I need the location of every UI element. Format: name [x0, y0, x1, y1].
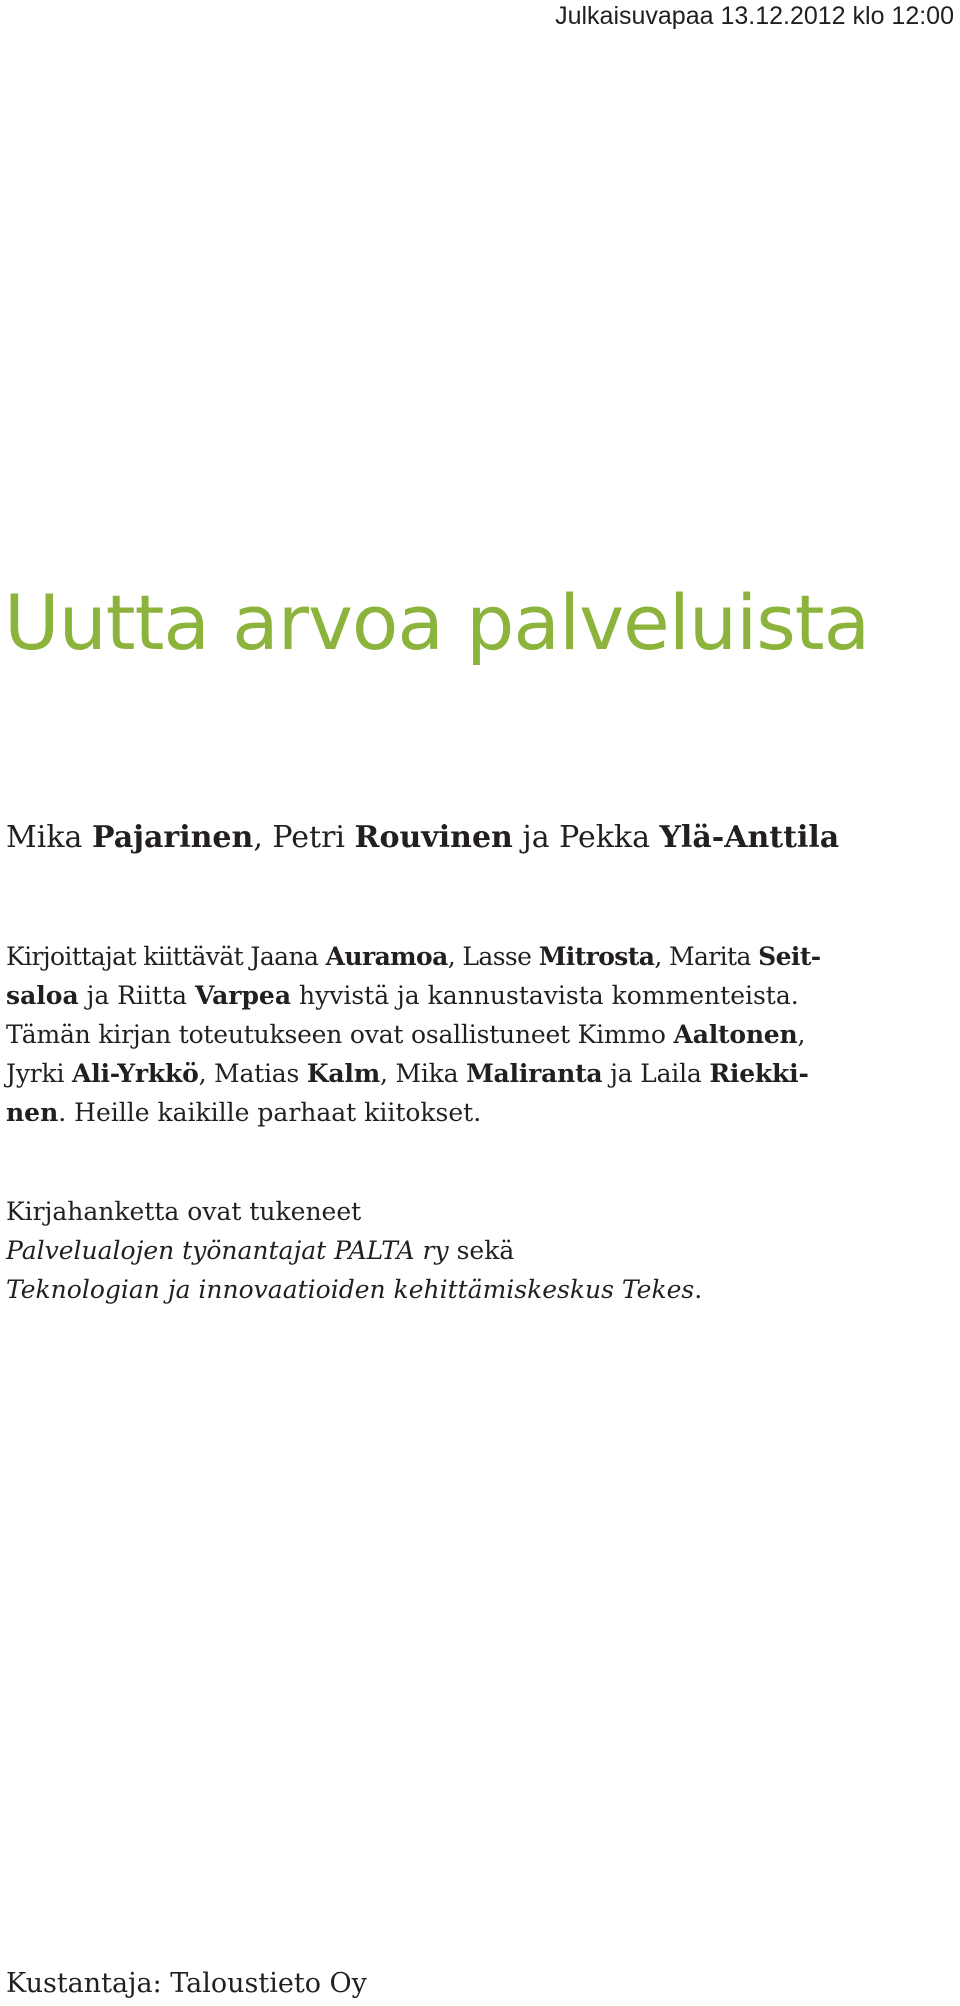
person-last-name: Ali-Yrkkö	[72, 1059, 199, 1088]
author-separator: , Petri	[253, 820, 345, 855]
text-line	[6, 1015, 848, 1054]
author-line	[6, 818, 839, 858]
text-run: ,	[797, 1020, 806, 1049]
text-run: hyvistä ja kannustavista kommenteista.	[291, 981, 799, 1010]
embargo-notice: Julkaisuvapaa 13.12.2012 klo 12:00	[555, 2, 954, 30]
text-run: ja Riitta	[78, 981, 195, 1010]
publisher-line: Kustantaja: Taloustieto Oy	[6, 1968, 367, 1999]
text-run: . Heille kaikille parhaat kiitokset.	[58, 1098, 482, 1127]
text-line	[6, 976, 848, 1015]
text-run: ja Laila	[602, 1059, 710, 1088]
person-last-name: Varpea	[194, 981, 292, 1010]
text-line	[6, 1231, 848, 1270]
person-last-name: Seit-	[758, 942, 821, 971]
text-line	[6, 1270, 848, 1309]
person-last-name: Kalm	[306, 1059, 380, 1088]
text-line	[6, 937, 848, 976]
text-run: .	[694, 1275, 703, 1304]
text-run: Kirjoittajat kiittävät Jaana	[6, 942, 319, 971]
person-last-name: nen	[6, 1098, 59, 1127]
person-last-name: Mitrosta	[538, 942, 655, 971]
text-run: , Matias	[198, 1059, 307, 1088]
person-last-name: Riekki-	[709, 1059, 809, 1088]
author-last-name: Ylä-Anttila	[659, 820, 840, 855]
funder-name: Palvelualojen työnantajat PALTA ry	[6, 1236, 449, 1265]
text-run: Tämän kirjan toteutukseen ovat osallistuneet Kimmo	[6, 1020, 674, 1049]
text-run: sekä	[448, 1236, 515, 1265]
text-run: , Marita	[654, 942, 751, 971]
person-last-name: saloa	[6, 981, 79, 1010]
text-run: , Mika	[379, 1059, 467, 1088]
text-line	[6, 1054, 848, 1093]
author-first-name: Mika	[6, 820, 83, 855]
person-last-name: Maliranta	[466, 1059, 603, 1088]
book-title: Uutta arvoa palveluista	[4, 578, 870, 667]
text-run: , Lasse	[447, 942, 532, 971]
author-last-name: Rouvinen	[354, 820, 513, 855]
funding-paragraph	[6, 1192, 848, 1309]
text-run: Jyrki	[6, 1059, 72, 1088]
text-line	[6, 1093, 848, 1132]
author-separator: ja Pekka	[522, 820, 650, 855]
acknowledgements-paragraph	[6, 937, 848, 1132]
text-line: Kirjahanketta ovat tukeneet	[6, 1197, 362, 1226]
funder-name: Teknologian ja innovaatioiden kehittämiskeskus Tekes	[6, 1275, 695, 1304]
person-last-name: Aaltonen	[673, 1020, 798, 1049]
author-last-name: Pajarinen	[91, 820, 254, 855]
person-last-name: Auramoa	[325, 942, 448, 971]
